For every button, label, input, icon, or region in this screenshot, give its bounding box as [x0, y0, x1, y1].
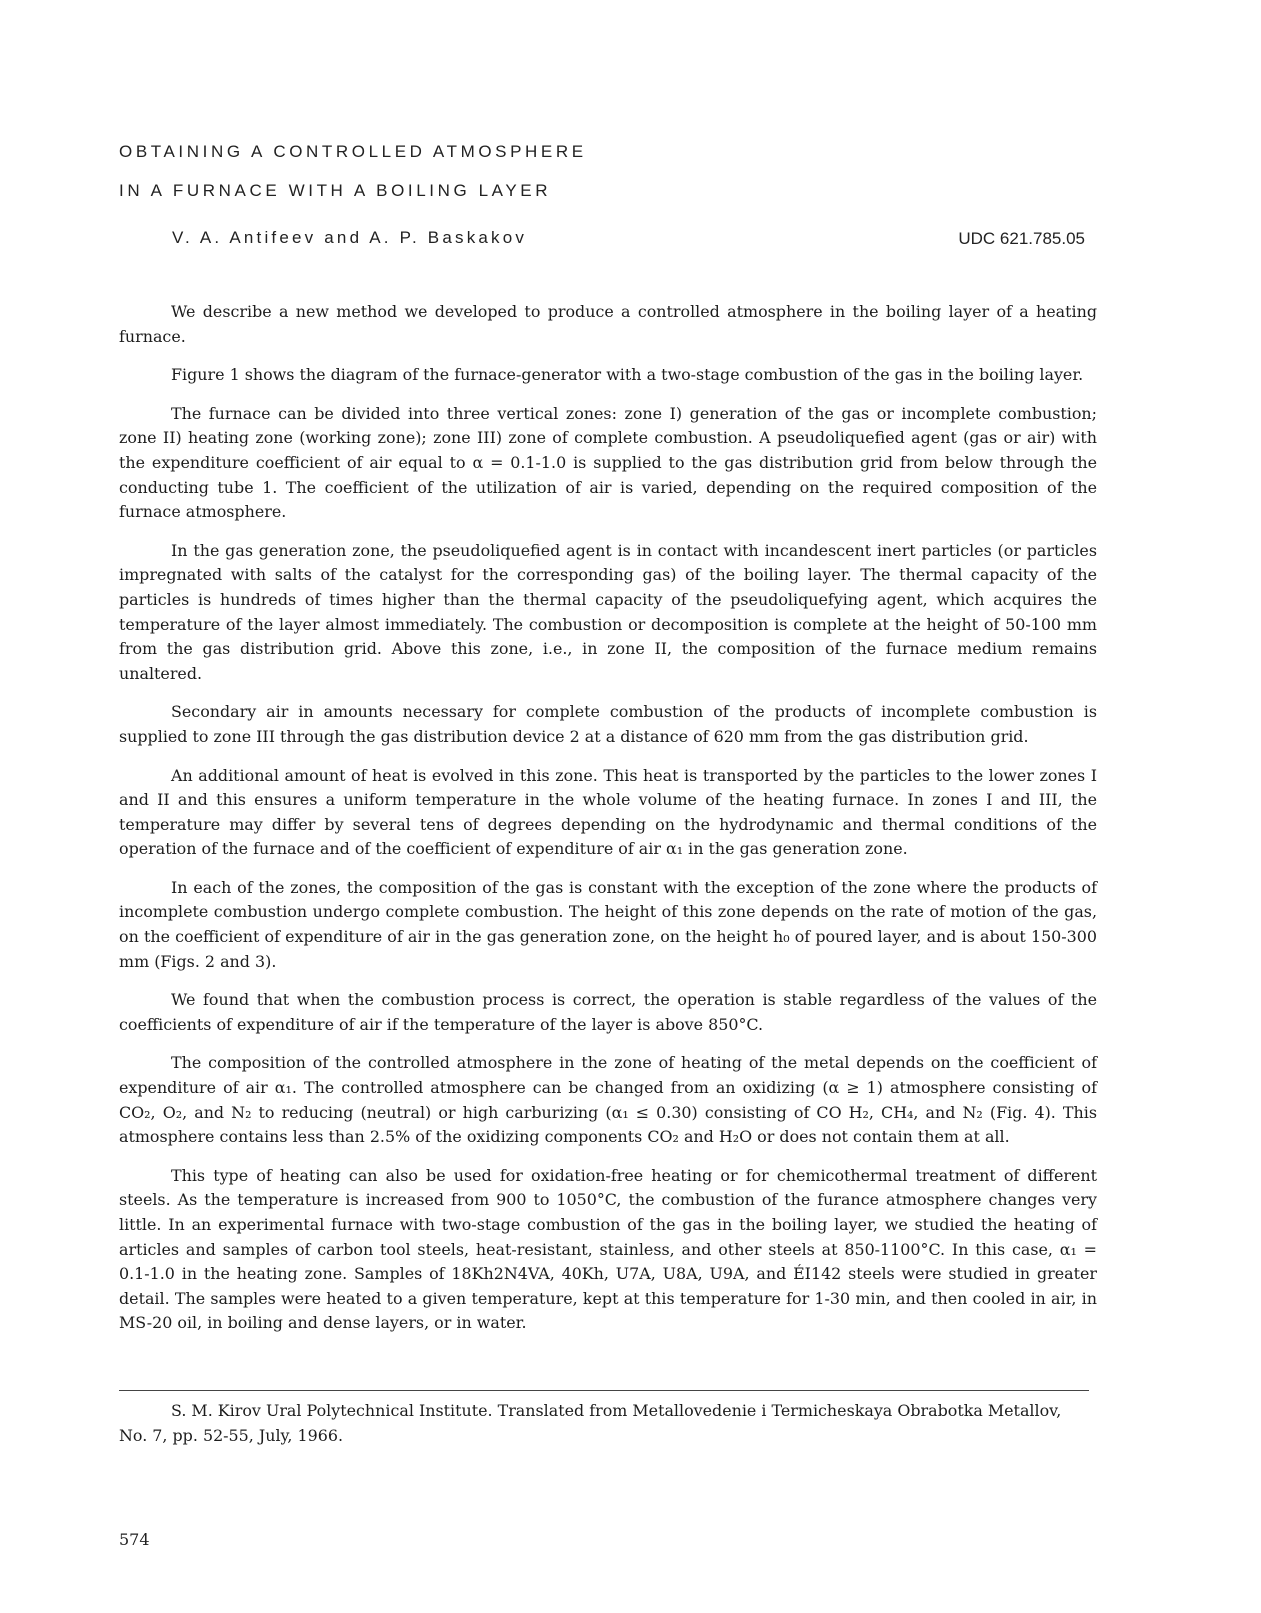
paragraph: The furnace can be divided into three vertical zones: zone I) generation of the gas or incomplete combustion; zone II) heating zone (working zone); zone III) zone of complete combustion. A pseudoliquefied agent (gas or air) with the expenditure coefficient of air equal to α = 0.1-1.0 is supplied to the gas distribution grid from below through the conducting tube 1. The coefficient of the utilization of air is varied, depending on the required composition of the furnace atmosphere.	[119, 403, 1097, 522]
paragraph: An additional amount of heat is evolved in this zone. This heat is transported by the particles to the lower zones I and II and this ensures a uniform temperature in the whole volume of the heating furnace. In zones I and III, the temperature may differ by several tens of degrees depending on the hydrodynamic and thermal conditions of the operation of the furnace and of the coefficient of expenditure of air α₁ in the gas generation zone.	[119, 765, 1097, 859]
paragraph: The composition of the controlled atmosphere in the zone of heating of the metal depends on the coefficient of expenditure of air α₁. The controlled atmosphere can be changed from an oxidizing (α ≥ 1) atmosphere consisting of CO₂, O₂, and N₂ to reducing (neutral) or high carburizing (α₁ ≤ 0.30) consisting of CO H₂, CH₄, and N₂ (Fig. 4). This atmosphere contains less than 2.5% of the oxidizing components CO₂ and H₂O or does not contain them at all.	[119, 1053, 1097, 1147]
paragraph: Secondary air in amounts necessary for complete combustion of the products of incomplete combustion is supplied to zone III through the gas distribution device 2 at a distance of 620 mm from the gas distribution grid.	[119, 702, 1097, 746]
page-number: 574	[119, 1530, 150, 1549]
paragraph: In each of the zones, the composition of the gas is constant with the exception of the zone where the products of incomplete combustion undergo complete combustion. The height of this zone depends on the rate of motion of the gas, on the coefficient of expenditure of air in the gas generation zone, on the height h₀ of poured layer, and is about 150-300 mm (Figs. 2 and 3).	[119, 877, 1097, 971]
paragraph: Figure 1 shows the diagram of the furnace-generator with a two-stage combustion of the gas in the boiling layer.	[171, 365, 1084, 385]
footnote-divider	[119, 1390, 1089, 1391]
paragraph: We describe a new method we developed to produce a controlled atmosphere in the boiling layer of a heating furnace.	[119, 302, 1097, 346]
paragraph: We found that when the combustion process is correct, the operation is stable regardless of the values of the coefficients of expenditure of air if the temperature of the layer is above 850°C.	[119, 990, 1097, 1034]
udc-code: UDC 621.785.05	[958, 229, 1085, 248]
paragraph: This type of heating can also be used for oxidation-free heating or for chemicothermal treatment of different steels. As the temperature is increased from 900 to 1050°C, the combustion of the furance atmosphere changes very little. In an experimental furnace with two-stage combustion of the gas in the boiling layer, we studied the heating of articles and samples of carbon tool steels, heat-resistant, stainless, and other steels at 850-1100°C. In this case, α₁ = 0.1-1.0 in the heating zone. Samples of 18Kh2N4VA, 40Kh, U7A, U8A, U9A, and ÉI142 steels were studied in greater detail. The samples were heated to a given temperature, kept at this temperature for 1-30 min, and then cooled in air, in MS-20 oil, in boiling and dense layers, or in water.	[119, 1165, 1097, 1333]
footnote-text: S. M. Kirov Ural Polytechnical Institute. Translated from Metallovedenie i Termicheskaya Obrabotka Metallov, No. 7, pp. 52-55, July, 1966.	[119, 1401, 1062, 1445]
title-line-1: OBTAINING A CONTROLLED ATMOSPHERE	[119, 142, 587, 161]
title-line-2: IN A FURNACE WITH A BOILING LAYER	[119, 181, 552, 200]
article-body	[119, 300, 1097, 1350]
authors: V. A. Antifeev and A. P. Baskakov	[172, 228, 528, 247]
footnote	[119, 1398, 1089, 1448]
paragraph: In the gas generation zone, the pseudoliquefied agent is in contact with incandescent inert particles (or particles impregnated with salts of the catalyst for the corresponding gas) of the boiling layer. The thermal capacity of the particles is hundreds of times higher than the thermal capacity of the pseudoliquefying agent, which acquires the temperature of the layer almost immediately. The combustion or decomposition is complete at the height of 50-100 mm from the gas distribution grid. Above this zone, i.e., in zone II, the composition of the furnace medium remains unaltered.	[119, 540, 1097, 683]
